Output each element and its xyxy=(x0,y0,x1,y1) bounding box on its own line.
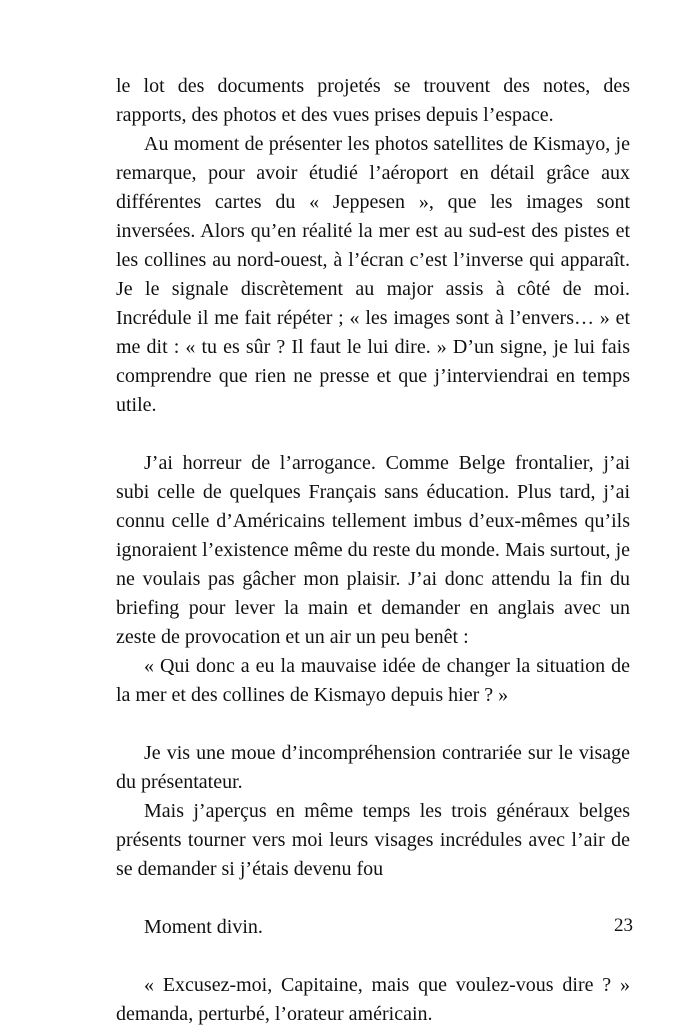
paragraph-continuation: le lot des documents projetés se trouvent des notes, des rapports, des photos et des vues prises depuis l’espace. xyxy=(116,75,630,126)
paragraph-presenter-reaction: Je vis une moue d’incompréhension contrariée sur le visage du présentateur. xyxy=(116,742,630,793)
paragraph-arrogance: J’ai horreur de l’arrogance. Comme Belge frontalier, j’ai subi celle de quelques Français sans éducation. Plus tard, j’ai connu celle d’Américains tellement imbus d’eux-mêmes qu’ils ignoraient l’existence même du reste du monde. Mais surtout, je ne voulais pas gâcher mon plaisir. J’ai donc attendu la fin du briefing pour lever la main et demander en anglais avec un zeste de provocation et un air un peu benêt : xyxy=(116,452,630,648)
paragraph-satellite-photos: Au moment de présenter les photos satellites de Kismayo, je remarque, pour avoir étudié l’aéroport en détail grâce aux différentes cartes du « Jeppesen », que les images sont inversées. Alors qu’en réalité la mer est au sud-est des pistes et les collines au nord-ouest, à l’écran c’est l’inverse qui apparaît. Je le signale discrètement au major assis à côté de moi. Incrédule il me fait répéter ; « les images sont à l’envers… » et me dit : « tu es sûr ? Il faut le lui dire. » D’un signe, je lui fais comprendre que rien ne presse et que j’interviendrai en temps utile. xyxy=(116,133,630,416)
body-text xyxy=(116,72,630,1029)
page-number: 23 xyxy=(614,915,633,936)
paragraph-orator: « Excusez-moi, Capitaine, mais que voulez-vous dire ? » demanda, perturbé, l’orateur américain. xyxy=(116,974,630,1025)
paragraph-question: « Qui donc a eu la mauvaise idée de changer la situation de la mer et des collines de Kismayo depuis hier ? » xyxy=(116,655,630,706)
paragraph-generals: Mais j’aperçus en même temps les trois généraux belges présents tourner vers moi leurs visages incrédules avec l’air de se demander si j’étais devenu fou xyxy=(116,800,630,880)
paragraph-moment: Moment divin. xyxy=(144,916,263,938)
